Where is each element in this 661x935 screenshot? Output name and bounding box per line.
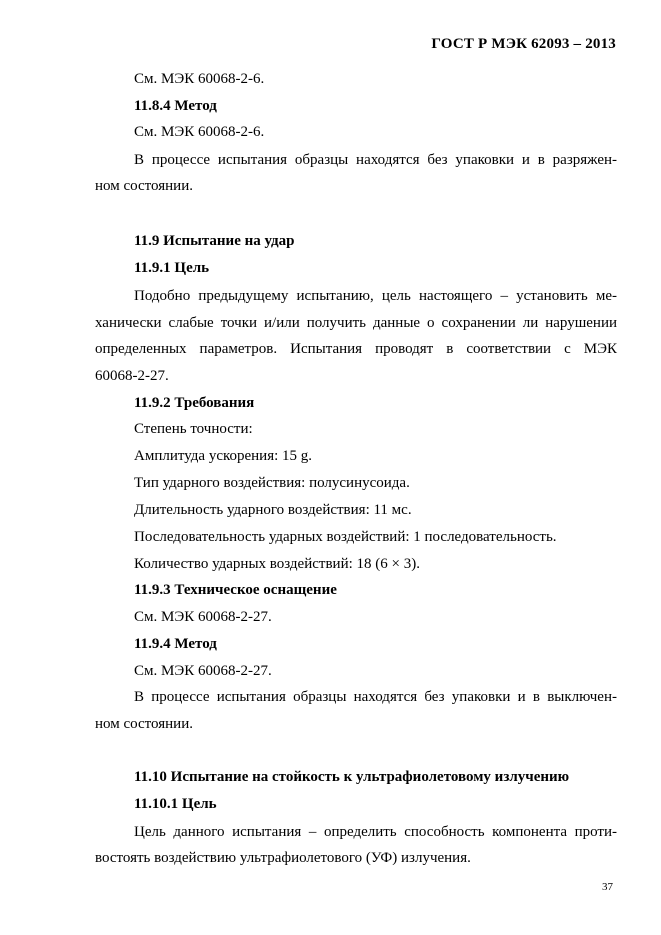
text-line: См. МЭК 60068-2-6.: [134, 124, 265, 140]
text-line: Количество ударных воздействий: 18 (6 × 3).: [134, 556, 420, 572]
paragraph-line: В процессе испытания образцы находятся без упаковки и в выключен-: [134, 689, 617, 705]
text-line: Длительность ударного воздействия: 11 мс.: [134, 502, 412, 518]
paragraph-line: В процессе испытания образцы находятся без упаковки и в разряжен-: [134, 152, 617, 168]
paragraph-line: определенных параметров. Испытания проводят в соответствии с МЭК: [95, 341, 617, 357]
page-number: 37: [602, 881, 613, 893]
section-heading: 11.9 Испытание на удар: [134, 233, 295, 249]
paragraph-line: Цель данного испытания – определить способность компонента проти-: [134, 824, 617, 840]
text-line: Последовательность ударных воздействий: 1 последовательность.: [134, 529, 557, 545]
subsection-heading: 11.8.4 Метод: [134, 98, 217, 114]
subsection-heading: 11.9.2 Требования: [134, 395, 255, 411]
text-line: См. МЭК 60068-2-6.: [134, 71, 265, 87]
subsection-heading: 11.9.4 Метод: [134, 636, 217, 652]
subsection-heading: 11.10.1 Цель: [134, 796, 217, 812]
text-line: См. МЭК 60068-2-27.: [134, 609, 272, 625]
paragraph-line: востоять воздействию ультрафиолетового (УФ) излучения.: [95, 850, 471, 866]
section-heading: 11.10 Испытание на стойкость к ультрафиолетовому излучению: [134, 769, 570, 785]
subsection-heading: 11.9.1 Цель: [134, 260, 210, 276]
document-header: ГОСТ Р МЭК 62093 – 2013: [431, 36, 616, 52]
paragraph-line: Подобно предыдущему испытанию, цель настоящего – установить ме-: [134, 288, 617, 304]
paragraph-line: ном состоянии.: [95, 716, 193, 732]
subsection-heading: 11.9.3 Техническое оснащение: [134, 582, 337, 598]
paragraph-line: ханически слабые точки и/или получить данные о сохранении ли нарушении: [95, 315, 617, 331]
text-line: Степень точности:: [134, 421, 253, 437]
text-line: Амплитуда ускорения: 15 g.: [134, 448, 313, 464]
paragraph-line: ном состоянии.: [95, 178, 193, 194]
text-line: Тип ударного воздействия: полусинусоида.: [134, 475, 410, 491]
paragraph-line: 60068-2-27.: [95, 368, 169, 384]
text-line: См. МЭК 60068-2-27.: [134, 663, 272, 679]
